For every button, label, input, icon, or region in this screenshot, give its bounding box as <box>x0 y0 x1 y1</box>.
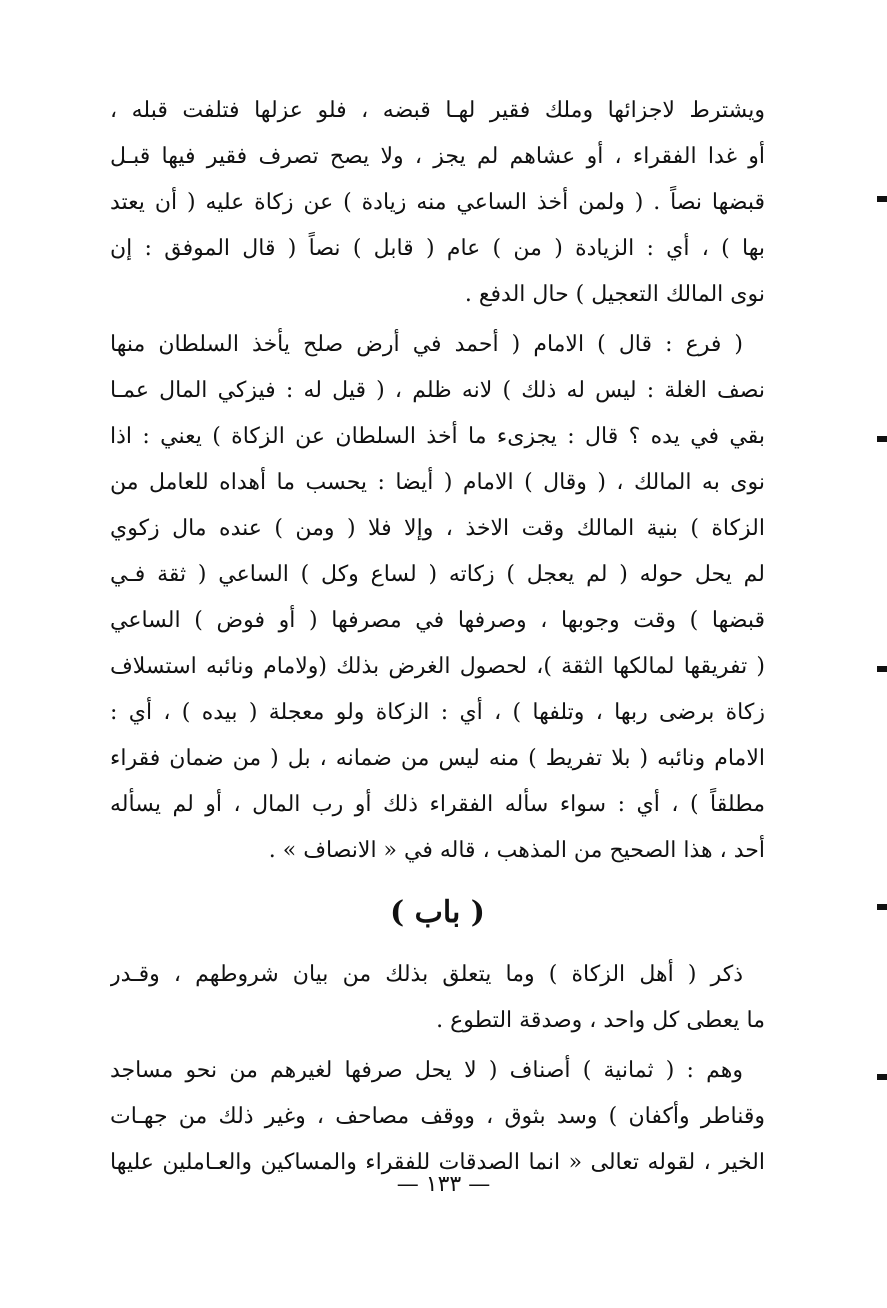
text-line: نوى به المالك ، ( وقال ) الامام ( أيضا : يحسب ما أهداه للعامل من <box>110 470 765 495</box>
text-line: زكاة برضى ربها ، وتلفها ) ، أي : الزكاة ولو معجلة ( بيده ) ، أي : <box>110 700 765 725</box>
paragraph-3 <box>110 952 765 1044</box>
edge-mark <box>877 436 887 442</box>
edge-mark <box>877 196 887 202</box>
edge-mark <box>877 666 887 672</box>
text-line: ( فرع : قال ) الامام ( أحمد في أرض صلح يأخذ السلطان منها <box>110 332 743 357</box>
text-line: وهم : ( ثمانية ) أصناف ( لا يحل صرفها لغيرهم من نحو مساجد <box>110 1058 743 1083</box>
paragraph-4 <box>110 1048 765 1186</box>
text-line: ويشترط لاجزائها وملك فقير لهـا قبضه ، فلو عزلها فتلفت قبله ، <box>110 98 765 123</box>
text-line: بها ) ، أي : الزيادة ( من ) عام ( قابل ) نصاً ( قال الموفق : إن <box>110 236 765 261</box>
text-line: نوى المالك التعجيل ) حال الدفع . <box>464 282 765 307</box>
text-line: ما يعطى كل واحد ، وصدقة التطوع . <box>436 1008 765 1033</box>
edge-mark <box>877 1074 887 1080</box>
text-line: ( تفريقها لمالكها الثقة )، لحصول الغرض بذلك (ولامام ونائبه استسلاف <box>110 654 765 679</box>
page-body <box>110 88 765 1190</box>
page-number: — ١٣٣ — <box>396 1172 491 1197</box>
text-line: قبضها ) وقت وجوبها ، وصرفها في مصرفها ( أو فوض ) الساعي <box>110 608 765 633</box>
text-line: وقناطر وأكفان ) وسد بثوق ، ووقف مصاحف ، وغير ذلك من جهـات <box>110 1104 765 1129</box>
text-line: بقي في يده ؟ قال : يجزىء ما أخذ السلطان عن الزكاة ) يعني : اذا <box>110 424 765 449</box>
text-line: أحد ، هذا الصحيح من المذهب ، قاله في « الانصاف » . <box>268 838 765 863</box>
paragraph-2 <box>110 322 765 874</box>
text-line: الزكاة ) بنية المالك وقت الاخذ ، وإلا فلا ( ومن ) عنده مال زكوي <box>110 516 765 541</box>
text-line: أو غدا الفقراء ، أو عشاهم لم يجز ، ولا يصح تصرف فقير فيها قبـل <box>110 144 765 169</box>
text-line: ذكر ( أهل الزكاة ) وما يتعلق بذلك من بيان شروطهم ، وقـدر <box>110 962 743 987</box>
text-line: الخير ، لقوله تعالى « انما الصدقات للفقراء والمساكين والعـاملين عليها <box>110 1150 765 1175</box>
text-line: قبضها نصاً . ( ولمن أخذ الساعي منه زيادة ) عن زكاة عليه ( أن يعتد <box>110 190 765 215</box>
paragraph-1 <box>110 88 765 318</box>
text-line: الامام ونائبه ( بلا تفريط ) منه ليس من ضمانه ، بل ( من ضمان فقراء <box>110 746 765 771</box>
text-line: لم يحل حوله ( لم يعجل ) زكاته ( لساع وكل ) الساعي ( ثقة فـي <box>110 562 765 587</box>
section-heading: ( باب ) <box>389 895 485 930</box>
text-line: نصف الغلة : ليس له ذلك ) لانه ظلم ، ( قيل له : فيزكي المال عمـا <box>110 378 765 403</box>
edge-mark <box>877 904 887 910</box>
text-line: مطلقاً ) ، أي : سواء سأله الفقراء ذلك أو رب المال ، أو لم يسأله <box>110 792 765 817</box>
